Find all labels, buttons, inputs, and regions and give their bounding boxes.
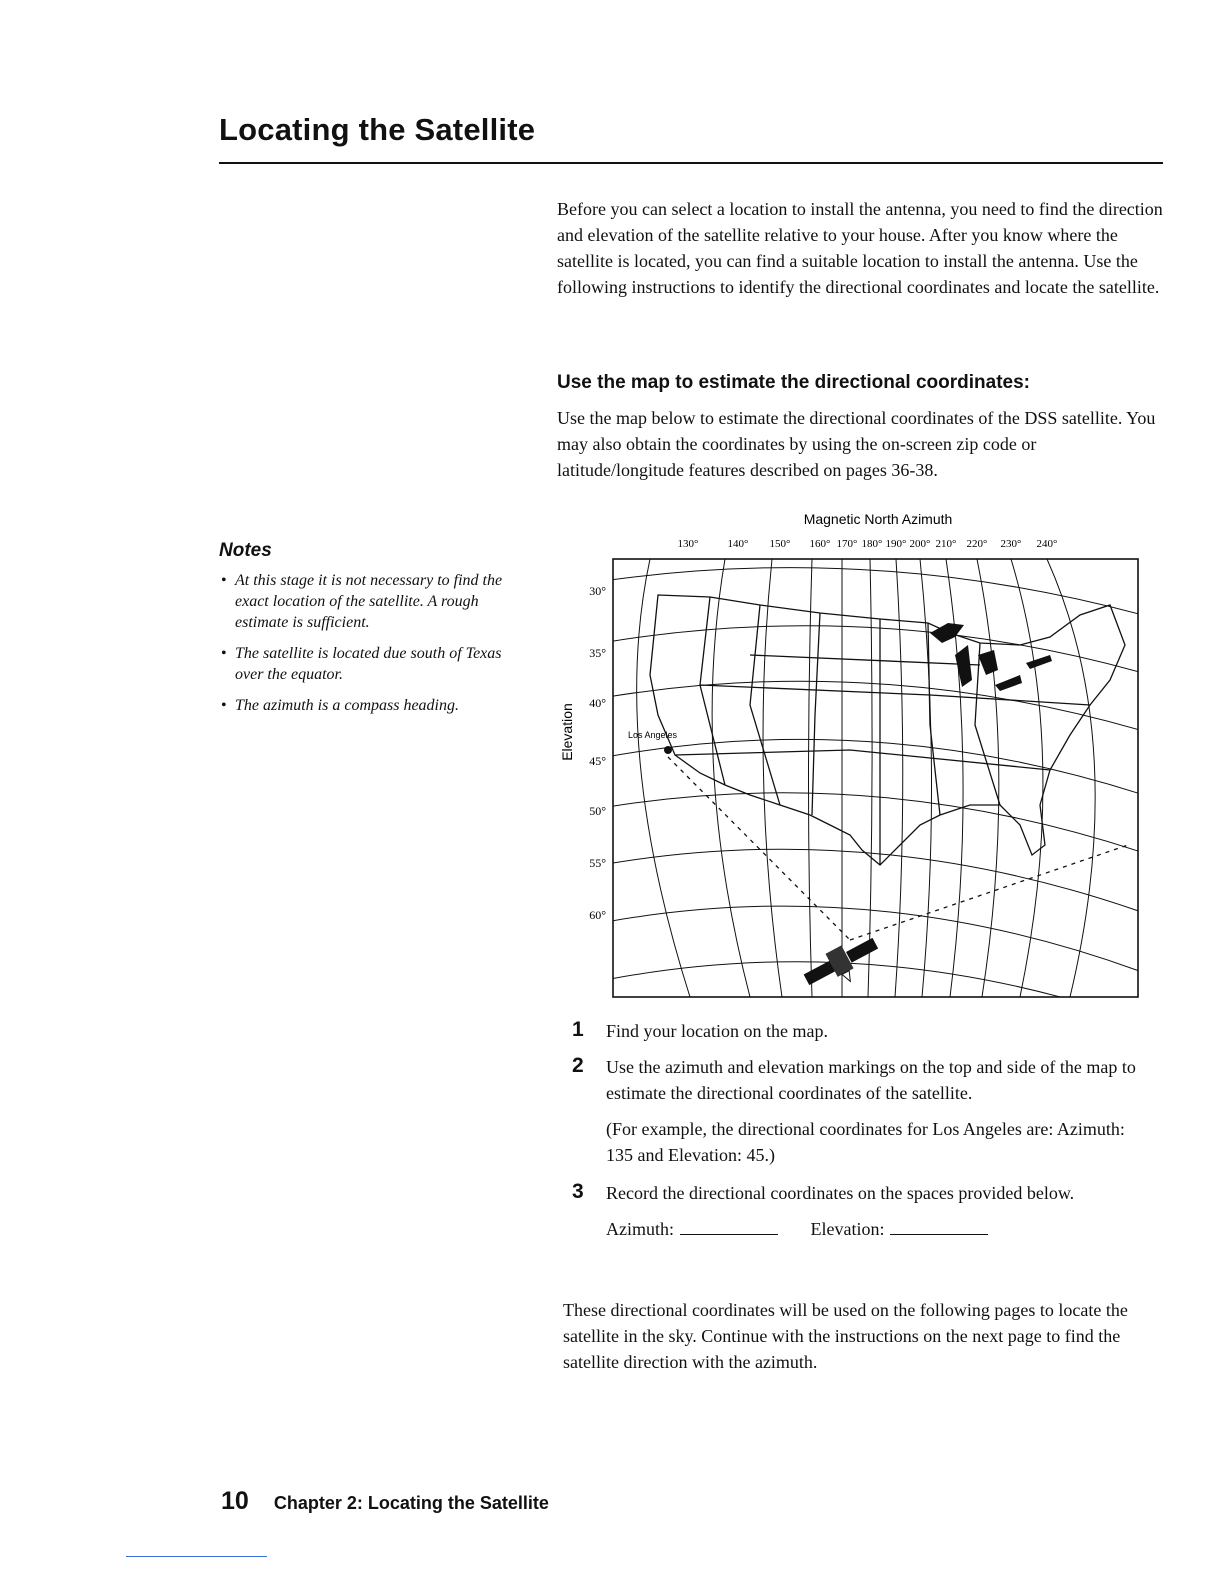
- elevation-tick: 30°: [589, 584, 606, 598]
- elevation-curve: [590, 793, 1150, 855]
- lake-ontario: [1026, 655, 1052, 669]
- azimuth-curve: [1011, 559, 1043, 997]
- elevation-label: Elevation:: [810, 1219, 885, 1239]
- step-text: Record the directional coordinates on the spaces provided below.: [606, 1183, 1075, 1203]
- elevation-curve: [590, 962, 1150, 1005]
- elevation-tick: 50°: [589, 804, 606, 818]
- azimuth-tick: 190°: [885, 538, 907, 550]
- sightline: [850, 845, 1128, 940]
- step-text: Use the azimuth and elevation markings on the top and side of the map to estimate the directional coordinates of the satellite.: [606, 1057, 1136, 1103]
- azimuth-tick: 150°: [769, 538, 791, 550]
- solar-panel: [804, 960, 836, 985]
- notes-title: Notes: [219, 540, 272, 561]
- los-angeles-marker: [664, 746, 672, 754]
- example-note: (For example, the directional coordinates for Los Angeles are: Azimuth: 135 and Elevation: 45.): [606, 1119, 1125, 1165]
- title-divider: [219, 162, 1163, 164]
- azimuth-tick: 230°: [1000, 538, 1022, 550]
- note-item: • The satellite is located due south of Texas over the equator.: [219, 643, 519, 685]
- azimuth-tick: 220°: [966, 538, 988, 550]
- lake-erie: [995, 675, 1022, 691]
- azimuth-tick: 140°: [727, 538, 749, 550]
- solar-panel: [846, 938, 878, 963]
- azimuth-curve: [977, 559, 999, 997]
- elevation-curve: [590, 739, 1150, 797]
- azimuth-curve: [920, 559, 932, 997]
- notes-list: [219, 570, 519, 716]
- sightline: [668, 757, 850, 940]
- page-number: 10: [221, 1487, 249, 1515]
- us-outline: [650, 595, 1125, 865]
- step-number: 1: [572, 1018, 584, 1041]
- map-intro-paragraph: Use the map below to estimate the directional coordinates of the DSS satellite. You may also obtain the coordinates by using the on-screen zip code or latitude/longitude features described on pages 36-38.: [557, 408, 1156, 480]
- azimuth-blank: [680, 1216, 778, 1235]
- map-frame: [613, 559, 1138, 997]
- elevation-curve: [590, 626, 1150, 675]
- azimuth-tick: 170°: [836, 538, 858, 550]
- elevation-axis-title: Elevation: [559, 703, 575, 761]
- azimuth-axis-title: Magnetic North Azimuth: [803, 511, 953, 527]
- state-line: [750, 605, 780, 805]
- azimuth-tick: 200°: [909, 538, 931, 550]
- state-line: [750, 655, 980, 665]
- azimuth-curve: [895, 559, 903, 997]
- azimuth-curve: [637, 559, 690, 997]
- step-1: [572, 1018, 1152, 1044]
- elevation-tick: 45°: [589, 754, 606, 768]
- azimuth-tick: 130°: [677, 538, 699, 550]
- azimuth-label: Azimuth:: [606, 1219, 674, 1239]
- azimuth-curve: [868, 559, 872, 997]
- azimuth-tick: 210°: [935, 538, 957, 550]
- notes-sidebar: [219, 540, 519, 726]
- step-text: Find your location on the map.: [606, 1021, 828, 1041]
- note-item: • At this stage it is not necessary to find the exact location of the satellite. A rough estimate is sufficient.: [219, 570, 519, 633]
- edge-line: [126, 1556, 267, 1557]
- azimuth-curve: [809, 559, 813, 997]
- azimuth-ticks: [678, 538, 1058, 550]
- elevation-ticks: [589, 584, 606, 922]
- instruction-steps: [572, 1018, 1152, 1242]
- state-line: [700, 685, 1090, 705]
- elevation-tick: 55°: [589, 856, 606, 870]
- elevation-tick: 40°: [589, 696, 606, 710]
- step-3: [572, 1180, 1152, 1206]
- page-footer: [221, 1487, 549, 1516]
- los-angeles-label: Los Angeles: [628, 730, 678, 740]
- azimuth-tick: 240°: [1036, 538, 1058, 550]
- elevation-curve: [590, 681, 1150, 733]
- map-subheading: Use the map to estimate the directional coordinates:: [557, 372, 1030, 393]
- azimuth-tick: 160°: [809, 538, 831, 550]
- azimuth-tick: 180°: [861, 538, 883, 550]
- satellite-map-figure: [550, 505, 1150, 1005]
- record-fields: [572, 1216, 1152, 1242]
- page-title: Locating the Satellite: [219, 112, 536, 147]
- lake-huron: [978, 650, 998, 675]
- state-line: [812, 613, 820, 815]
- satellite-map: [550, 505, 1150, 1005]
- azimuth-curve: [712, 559, 750, 997]
- note-item: • The azimuth is a compass heading.: [219, 695, 519, 716]
- closing-paragraph: These directional coordinates will be used on the following pages to locate the satellite in the sky. Continue with the instructions on the next page to find the satellite direction with the azimuth.: [563, 1300, 1128, 1372]
- step-2: [572, 1054, 1152, 1106]
- intro-paragraph: Before you can select a location to install the antenna, you need to find the direction and elevation of the satellite relative to your house. After you know where the satellite is located, you can find a suitable location to install the antenna. Use the following instructions to identify the directional coordinates and locate the satellite.: [557, 199, 1163, 297]
- step-number: 2: [572, 1054, 584, 1077]
- elevation-tick: 35°: [589, 646, 606, 660]
- chapter-label: Chapter 2: Locating the Satellite: [273, 1493, 549, 1513]
- elevation-tick: 60°: [589, 908, 606, 922]
- elevation-blank: [890, 1216, 988, 1235]
- step-number: 3: [572, 1180, 584, 1203]
- state-line: [675, 750, 1050, 770]
- state-line: [928, 623, 940, 815]
- lake-michigan: [955, 645, 972, 687]
- us-map-outline: [650, 595, 1125, 865]
